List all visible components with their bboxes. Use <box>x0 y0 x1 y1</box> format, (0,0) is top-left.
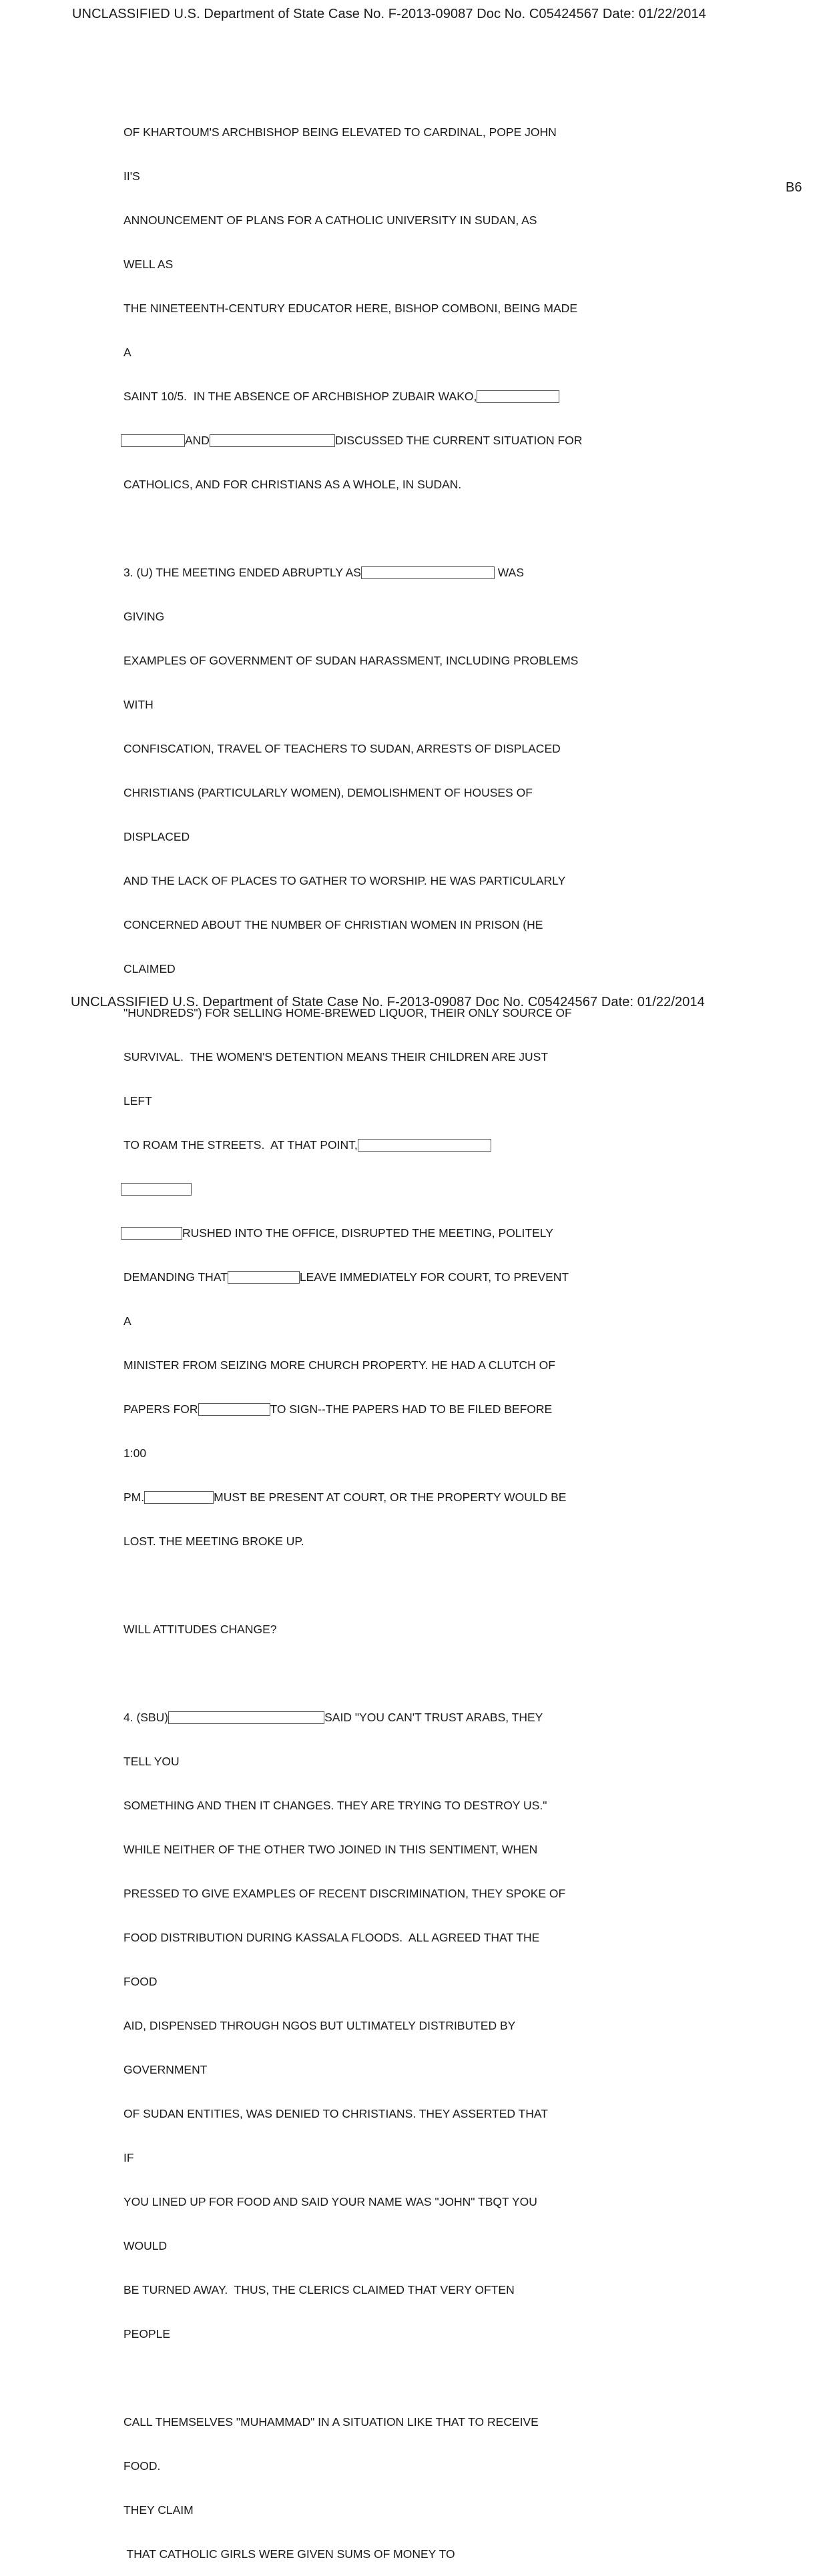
text-line: BE TURNED AWAY. THUS, THE CLERICS CLAIMED THAT VERY OFTEN <box>123 2283 515 2296</box>
redaction-box <box>361 566 495 579</box>
text-line: DISPLACED <box>123 830 190 843</box>
text-line: A <box>123 346 131 359</box>
text-line: AND THE LACK OF PLACES TO GATHER TO WORSHIP. HE WAS PARTICULARLY <box>123 874 566 887</box>
text-line: THEY CLAIM <box>123 2503 194 2517</box>
redaction-box <box>358 1139 491 1152</box>
text-line: IF <box>123 2151 134 2164</box>
text-line: WELL AS <box>123 258 174 271</box>
text-line: "HUNDREDS") FOR SELLING HOME-BREWED LIQUOR, THEIR ONLY SOURCE OF <box>123 1006 572 1019</box>
text-line: OF KHARTOUM'S ARCHBISHOP BEING ELEVATED TO CARDINAL, POPE JOHN <box>123 125 557 139</box>
text-line: 4. (SBU) SAID "YOU CAN'T TRUST ARABS, THEY <box>123 1711 543 1724</box>
exemption-code: B6 <box>786 180 802 195</box>
text-line: PRESSED TO GIVE EXAMPLES OF RECENT DISCRIMINATION, THEY SPOKE OF <box>123 1887 566 1900</box>
text-line: CLAIMED <box>123 962 176 975</box>
text-line: EXAMPLES OF GOVERNMENT OF SUDAN HARASSMENT, INCLUDING PROBLEMS <box>123 654 579 667</box>
redaction-box <box>477 390 559 403</box>
text-line: WITH <box>123 698 154 711</box>
section-heading: WILL ATTITUDES CHANGE? <box>123 1623 277 1636</box>
text-line: LOST. THE MEETING BROKE UP. <box>123 1535 304 1548</box>
text-line: AID, DISPENSED THROUGH NGOS BUT ULTIMATELY DISTRIBUTED BY <box>123 2019 516 2032</box>
redaction-box <box>121 434 185 447</box>
text-line: CONFISCATION, TRAVEL OF TEACHERS TO SUDAN, ARRESTS OF DISPLACED <box>123 742 561 755</box>
text-line: WOULD <box>123 2239 168 2252</box>
text-line: THAT CATHOLIC GIRLS WERE GIVEN SUMS OF MONEY TO <box>123 2547 455 2561</box>
text-line: WHILE NEITHER OF THE OTHER TWO JOINED IN THIS SENTIMENT, WHEN <box>123 1843 538 1856</box>
text-line: PAPERS FOR TO SIGN--THE PAPERS HAD TO BE FILED BEFORE <box>123 1402 553 1416</box>
text-line: CATHOLICS, AND FOR CHRISTIANS AS A WHOLE, IN SUDAN. <box>123 478 462 491</box>
text-line: SAINT 10/5. IN THE ABSENCE OF ARCHBISHOP ZUBAIR WAKO, <box>123 389 631 404</box>
text-line: CONCERNED ABOUT THE NUMBER OF CHRISTIAN WOMEN IN PRISON (HE <box>123 918 543 931</box>
redaction-box <box>144 1491 214 1504</box>
header-banner: UNCLASSIFIED U.S. Department of State Case No. F-2013-09087 Doc No. C05424567 Date: 01/22/2014 <box>72 7 706 21</box>
text-line: THE NINETEENTH-CENTURY EDUCATOR HERE, BISHOP COMBONI, BEING MADE <box>123 302 577 315</box>
text-line: SOMETHING AND THEN IT CHANGES. THEY ARE TRYING TO DESTROY US." <box>123 1799 547 1812</box>
text-line: A <box>123 1314 131 1328</box>
text-line: TELL YOU <box>123 1755 180 1768</box>
text-line: MINISTER FROM SEIZING MORE CHURCH PROPERTY. HE HAD A CLUTCH OF <box>123 1358 555 1372</box>
text-line: PM. MUST BE PRESENT AT COURT, OR THE PROPERTY WOULD BE <box>123 1490 567 1504</box>
text-line: FOOD <box>123 1975 158 1988</box>
text-line: PEOPLE <box>123 2327 171 2340</box>
text-line: 1:00 <box>123 1446 147 1460</box>
text-line: 3. (U) THE MEETING ENDED ABRUPTLY AS WAS <box>123 566 525 579</box>
cable-body <box>123 95 631 2576</box>
redaction-box <box>210 434 335 447</box>
footer-banner: UNCLASSIFIED U.S. Department of State Case No. F-2013-09087 Doc No. C05424567 Date: 01/22/2014 <box>71 995 705 1009</box>
text-line: AND DISCUSSED THE CURRENT SITUATION FOR <box>121 433 631 448</box>
text-line: OF SUDAN ENTITIES, WAS DENIED TO CHRISTIANS. THEY ASSERTED THAT <box>123 2107 548 2120</box>
text-line: GIVING <box>123 610 165 623</box>
text-line: FOOD DISTRIBUTION DURING KASSALA FLOODS. ALL AGREED THAT THE <box>123 1931 540 1944</box>
text-line: LEFT <box>123 1094 152 1108</box>
redaction-box <box>228 1271 300 1284</box>
redaction-box <box>168 1711 324 1724</box>
text-line: DEMANDING THAT LEAVE IMMEDIATELY FOR COURT, TO PREVENT <box>123 1270 569 1284</box>
text-line: YOU LINED UP FOR FOOD AND SAID YOUR NAME WAS "JOHN" TBQT YOU <box>123 2195 537 2208</box>
text-line: RUSHED INTO THE OFFICE, DISRUPTED THE MEETING, POLITELY <box>121 1226 631 1240</box>
text-line: FOOD. <box>123 2459 161 2473</box>
redaction-box <box>121 1227 182 1240</box>
redaction-box <box>121 1183 192 1196</box>
redaction-box <box>198 1403 270 1416</box>
text-line: ANNOUNCEMENT OF PLANS FOR A CATHOLIC UNIVERSITY IN SUDAN, AS <box>123 213 537 227</box>
text-line: CALL THEMSELVES "MUHAMMAD" IN A SITUATION LIKE THAT TO RECEIVE <box>123 2415 539 2429</box>
text-line: II'S <box>123 169 140 183</box>
text-line <box>121 1182 631 1196</box>
text-line: TO ROAM THE STREETS. AT THAT POINT, <box>123 1138 631 1152</box>
text-line: CHRISTIANS (PARTICULARLY WOMEN), DEMOLISHMENT OF HOUSES OF <box>123 786 533 799</box>
text-line: GOVERNMENT <box>123 2063 208 2076</box>
text-line: SURVIVAL. THE WOMEN'S DETENTION MEANS THEIR CHILDREN ARE JUST <box>123 1050 549 1063</box>
